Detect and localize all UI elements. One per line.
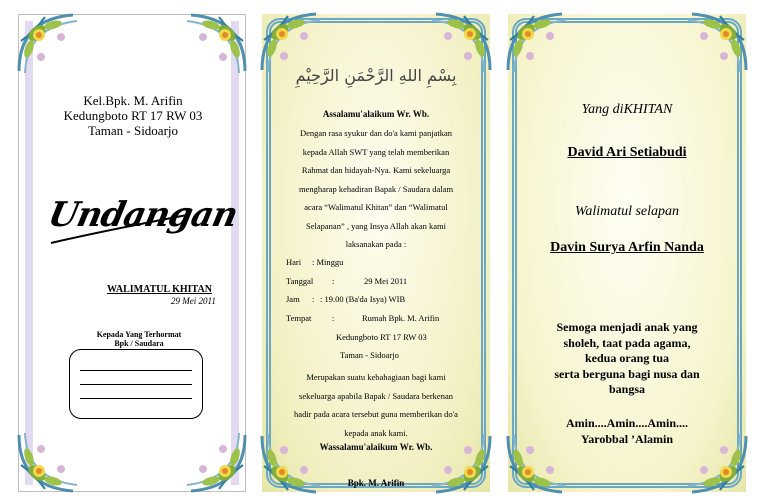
day-label: Hari <box>286 257 302 267</box>
khitan-label: Yang diKHITAN <box>581 102 673 117</box>
greeting: Assalamu'alaikum Wr. Wb. <box>322 109 430 119</box>
farewell: Wassalamu'alaikum Wr. Wb. <box>319 442 433 452</box>
date-value: 29 Mei 2011 <box>364 276 408 286</box>
selapan-name: Davin Surya Arfin Nanda <box>550 240 704 255</box>
floral-ornament-icon <box>684 10 750 76</box>
time-value: : 19.00 (Ba'da Isya) WIB <box>320 294 406 304</box>
event-title: WALIMATUL KHITAN <box>107 284 212 295</box>
selapan-label: Walimatul selapan <box>574 204 680 219</box>
khitan-name: David Ari Setiabudi <box>567 145 687 160</box>
family-city: Taman - Sidoarjo <box>87 123 179 138</box>
floral-ornament-icon <box>183 429 249 495</box>
recipient-heading: Kepada Yang Terhormat <box>96 330 182 339</box>
undangan-logo: Undangan <box>49 195 189 245</box>
recipient-subheading: Bpk / Saudara <box>114 339 164 348</box>
floral-ornament-icon <box>183 11 249 77</box>
floral-ornament-icon <box>15 11 81 77</box>
place-line: Kedungboto RT 17 RW 03 <box>336 332 427 342</box>
closing-prayer: Yarobbal ’Alamin <box>580 432 674 446</box>
day-value: : Minggu <box>312 257 344 267</box>
floral-ornament-icon <box>504 10 570 76</box>
address-line <box>80 398 192 399</box>
recipient-box <box>69 349 203 419</box>
bismillah-calligraphy: بِسْمِ اللهِ الرَّحْمَنِ الرَّحِيْمِ <box>295 66 457 85</box>
address-line <box>80 384 192 385</box>
family-street: Kedungboto RT 17 RW 03 <box>63 108 203 123</box>
signature: Bpk. M. Arifin <box>347 478 405 488</box>
intro-paragraph: Dengan rasa syukur dan do'a kami panjatkan kepada Allah SWT yang telah memberikan Rahmat dan hidayah-Nya. Kami sekeluarga mengharap kehadiran Bapak / Saudara dalam acara “Walimatul Khitan” dan “Walimatul Selapanan” , yang Insya Allah akan kami laksanakan pada : <box>298 128 454 249</box>
time-label: Jam <box>286 294 300 304</box>
family-address <box>19 93 247 138</box>
event-date: 29 Mei 2011 <box>171 296 216 306</box>
floral-ornament-icon <box>15 429 81 495</box>
family-name: Kel.Bpk. M. Arifin <box>83 93 183 108</box>
place-line: Taman - Sidoarjo <box>340 350 399 360</box>
address-line <box>80 370 192 371</box>
prayer-text: Semoga menjadi anak yang sholeh, taat pada agama, kedua orang tua serta berguna bagi nusa dan bangsa <box>554 320 700 396</box>
names-panel <box>508 14 746 492</box>
place-line: Rumah Bpk. M. Arifin <box>362 313 440 323</box>
invitation-details-panel: بِسْمِ اللهِ الرَّحْمَنِ الرَّحِيْمِ Assalamu'alaikum Wr. Wb. Dengan rasa syukur dan do'a kami panjatkan kepada Allah SWT yang telah memberikan Rahmat dan hidayah-Nya. Kami sekeluarga mengharap kehadiran Bapak / Saudara dalam acara “Walimatul Khitan” dan “Walimatul Selapanan” , yang Insya Allah akan kami laksanakan pada : Hari : Minggu Tanggal : 29 Mei 2011 Jam : : 19.00 (Ba'da Isya) WIB Tempat : Rumah Bpk. M. Arifin Kedungboto RT 17 RW 03 Taman - Sidoarjo Merupakan suatu kebahagiaan bagi kami sekeluarga apabila Bapak / Saudara berkenan hadir pada acara tersebut guna memberikan do'a kepada anak kami. Wassalamu'alaikum Wr. Wb. Bpk. M. Arifin <box>262 14 490 492</box>
closing-paragraph: Merupakan suatu kebahagiaan bagi kami sekeluarga apabila Bapak / Saudara berkenan hadir pada acara tersebut guna memberikan do'a kepada anak kami. <box>294 372 458 438</box>
place-label: Tempat <box>286 313 312 323</box>
amin-line: Amin....Amin....Amin.... <box>565 416 688 430</box>
date-label: Tanggal <box>286 276 314 286</box>
cover-panel <box>18 14 246 492</box>
